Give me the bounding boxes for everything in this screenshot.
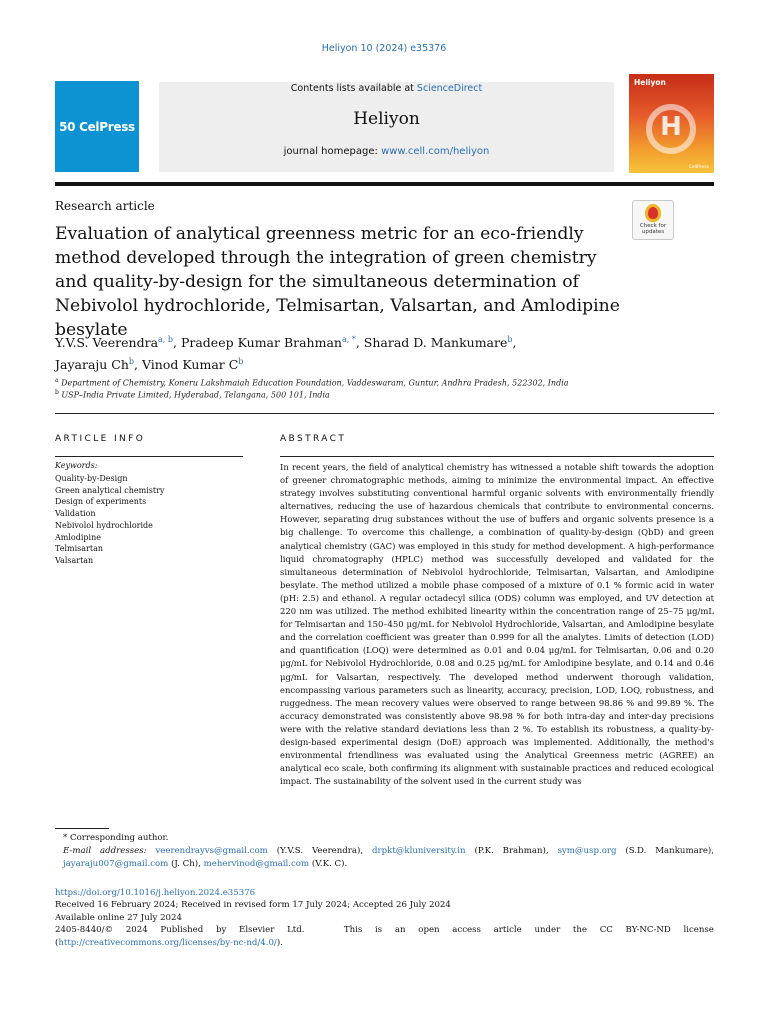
homepage-line: journal homepage: www.cell.com/heliyon	[283, 146, 490, 157]
corresponding-note: * Corresponding author.	[63, 833, 169, 843]
footnote-divider	[55, 828, 109, 829]
journal-citation[interactable]: Heliyon 10 (2024) e35376	[321, 43, 447, 54]
affiliation: $^b$ USP–India Private Limited, Hyderabad, Telangana, 500 101, India	[55, 389, 330, 400]
abstract-text: In recent years, the field of analytical chemistry has witnessed a notable shift towards the adoption of greener chromatographic methods, aiming to minimize the environmental impact. An effective strategy involves substituting conventional harmful organic solvents with environmentally friendly alternatives, reducing the use of hazardous chemicals that contribute to environmental concerns. However, separating drug substances without the use of buffers and organic solvents presence is a big challenge. To overcome this challenge, a combination of quality-by-design (QbD) and green analytical chemistry (GAC) was employed in this study for method development. A high-performance liquid chromatography (HPLC) method was successfully developed and validated for the simultaneous determination of Nebivolol hydrochloride, Telmisartan, Valsartan, and Amlodipine besylate. The method utilized a mobile phase composed of a mixture of 0.1 % formic acid in water (pH: 2.5) and ethanol. A regular octadecyl silica (ODS) column was employed, and UV detection at 220 nm was utilized. The method exhibited linearity within the concentration range of 25–75 μg/mL for Telmisartan and 150–450 μg/mL for Nebivolol Hydrochloride, Valsartan, and Amlodipine besylate and the correlation coefficient was greater than 0.999 for all the analytes. Limits of detection (LOD) and quantification (LOQ) were determined as 0.01 and 0.04 μg/mL for Telmisartan, 0.06 and 0.20 μg/mL for Nebivolol Hydrochloride, 0.08 and 0.25 μg/mL for Amlodipine besylate, and 0.14 and 0.46 μg/mL for Valsartan, respectively. The developed method underwent thorough validation, encompassing various parameters such as linearity, accuracy, precision, LOD, LOQ, robustness, and ruggedness. The mean recovery values were observed to range between 98.86 % and 99.89 %. The accuracy demonstrated was consistently above 98.98 % for both intra-day and inter-day precisions were with the relative standard deviations less than 2 %. To establish its robustness, a quality-by-design-based experimental design (DoE) approach was implemented. Additionally, the method's environmental friendliness was evaluated using the Analytical Greenness metric (AGREE) an analytical eco scale, both confirming its alignment with sustainable practices and reduced ecological impact. The sustainability of the solvent used in the current study was	[280, 462, 714, 787]
received-dates: Received 16 February 2024; Received in revised form 17 July 2024; Accepted 26 July 2024	[55, 900, 451, 911]
crossmark-icon	[645, 204, 661, 222]
keyword: Amlodipine	[55, 532, 101, 542]
journal-header	[55, 74, 714, 186]
article-metadata	[55, 887, 714, 949]
email-link[interactable]: drpkt@kluniversity.in	[372, 846, 466, 857]
keyword: Validation	[55, 509, 96, 519]
author-affiliation-marker[interactable]: b	[507, 335, 513, 344]
author-name[interactable]: Vinod Kumar C	[142, 356, 239, 372]
author-list: Y.V.S. Veerendra$^{a, b}$, Pradeep Kumar Brahman$^{a, *}$, Sharad D. Mankumare$^b$, Jayaraju Ch$^b$, Vinod Kumar $C^b$	[55, 335, 517, 372]
article-info-heading: ARTICLE INFO	[55, 434, 146, 444]
section-divider	[55, 413, 714, 414]
article-type: Research article	[55, 199, 155, 213]
author-affiliation-marker[interactable]: a, b	[158, 335, 174, 344]
article-info-divider	[55, 456, 243, 457]
author-name[interactable]: Pradeep Kumar Brahman	[180, 335, 342, 351]
license-line: 2405-8440/© 2024 Published by Elsevier Ltd. This is an open access article under the CC BY-NC-ND license	[55, 925, 714, 936]
footnotes	[55, 832, 714, 872]
journal-masthead	[159, 82, 614, 172]
contents-line: Contents lists available at ScienceDirect	[290, 83, 483, 94]
available-date: Available online 27 July 2024	[55, 912, 182, 923]
check-for-updates-button[interactable]: Check for updates	[632, 200, 674, 240]
affiliation: $^a$ Department of Chemistry, Koneru Lakshmaiah Education Foundation, Vaddeswaram, Guntur, Andhra Pradesh, 522302, India	[55, 377, 569, 388]
keyword: Valsartan	[55, 555, 94, 565]
article-title: Evaluation of analytical greenness metric for an eco-friendly method developed through the integration of green chemistry and quality-by-design for the simultaneous determination of Nebivolol hydrochloride, Telmisartan, Valsartan, and Amlodipine besylate	[55, 224, 620, 340]
email-addresses: E-mail addresses: veerendrayvs@gmail.com (Y.V.S. Veerendra), drpkt@kluniversity.in (P.K. Brahman), sym@usp.org (S.D. Mankumare), jayaraju007@gmail.com (J. Ch), mehervinod@gmail.com (V.K. C).	[63, 846, 715, 870]
license-url-line: (http://creativecommons.org/licenses/by-nc-nd/4.0/).	[55, 937, 283, 948]
sciencedirect-link[interactable]: ScienceDirect	[416, 83, 483, 94]
journal-name: Heliyon	[353, 109, 420, 129]
email-link[interactable]: veerendrayvs@gmail.com	[155, 846, 268, 857]
author-name[interactable]: Y.V.S. Veerendra	[55, 335, 159, 351]
author-name[interactable]: Sharad D. Mankumare	[363, 335, 508, 351]
email-link[interactable]: mehervinod@gmail.com	[203, 859, 310, 870]
author-name[interactable]: Jayaraju Ch	[55, 356, 129, 372]
keyword: Green analytical chemistry	[55, 485, 165, 495]
keyword: Telmisartan	[55, 544, 103, 554]
cellpress-logo[interactable]: 50 CelPress	[55, 81, 139, 172]
journal-homepage-link[interactable]: www.cell.com/heliyon	[381, 146, 490, 157]
cover-letter: H	[660, 112, 682, 142]
email-link[interactable]: sym@usp.org	[557, 846, 617, 857]
email-link[interactable]: jayaraju007@gmail.com	[63, 859, 169, 870]
doi-link[interactable]: https://doi.org/10.1016/j.heliyon.2024.e35376	[55, 888, 256, 898]
keyword: Nebivolol hydrochloride	[55, 520, 153, 530]
keyword: Design of experiments	[55, 497, 147, 507]
journal-cover-image[interactable]: Heliyon H CellPress	[629, 74, 714, 173]
author-affiliation-marker[interactable]: a, *	[341, 335, 356, 344]
keyword-list	[55, 473, 164, 567]
author-affiliation-marker[interactable]: b	[128, 356, 135, 366]
keywords-label: Keywords:	[55, 461, 98, 470]
abstract-divider	[280, 456, 714, 457]
abstract-heading: ABSTRACT	[280, 434, 347, 444]
author-affiliation-marker[interactable]: b	[238, 356, 244, 366]
keyword: Quality-by-Design	[55, 474, 128, 483]
license-link[interactable]: http://creativecommons.org/licenses/by-nc-nd/4.0/	[58, 937, 277, 948]
header-divider	[55, 182, 714, 186]
